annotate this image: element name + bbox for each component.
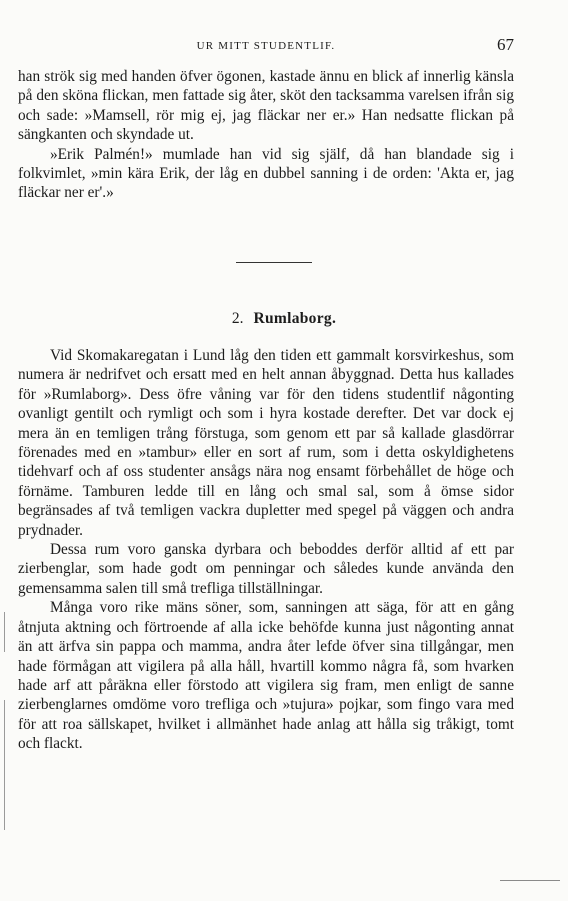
page-header bbox=[18, 36, 514, 56]
page-number: 67 bbox=[497, 35, 514, 54]
section-body bbox=[18, 346, 514, 754]
paragraph: Många voro rike mäns söner, som, sanningen att säga, för att en gång åtnjuta aktning och förtroende af alla icke behöfde kunna just någonting annat än att ärfva sin pappa och mamma, andra åter lefde öfver sina tillgångar, men hade förmågan att vigilera på alla håll, hvartill kommo några få, som hvarken hade arf att påräkna eller förstodo att vigilera sig fram, men enligt de sanne zierbenglarnes omdöme voro trefliga och »tujura» pojkar, som fingo vara med för att roa sällskapet, hvilket i allmänhet hade anlag att hålla sig tråkigt, tomt och flackt. bbox=[18, 599, 514, 753]
section-divider bbox=[236, 262, 312, 263]
chapter-continuation bbox=[18, 67, 514, 203]
scan-edge-speck bbox=[500, 880, 560, 881]
margin-scan-mark bbox=[4, 700, 5, 830]
paragraph: »Erik Palmén!» mumlade han vid sig själf, då han blandade sig i folkvimlet, »min kära Erik, der låg en dubbel sanning i de orden: 'Akta er, jag fläckar ner er'.» bbox=[18, 145, 514, 202]
paragraph: Vid Skomakaregatan i Lund låg den tiden ett gammalt korsvirkeshus, som numera är nedrifvet och ersatt med en helt annan åbyggnad. Detta hus kallades för »Rumlaborg». Dess öfre våning var för den tidens studentlif någonting ovanligt gentilt och rymligt och som i hyra kostade derefter. Det var dock ej mera än en temligen trång förstuga, som genom ett par så kallade glasdörrar förenades med en »tambur» eller en sort af rum, som i detta oskyldighetens tidehvarf och af oss studenter ansågs nära nog ensamt förbehållet de höge och förnäme. Tamburen ledde till en lång och smal sal, som å ömse sidor begränsades af två temligen vackra dupletter med spegel på väggen och andra prydnader. bbox=[18, 347, 514, 539]
margin-scan-mark bbox=[4, 612, 5, 652]
running-head: UR MITT STUDENTLIF. bbox=[196, 40, 336, 52]
section-heading bbox=[0, 310, 568, 328]
paragraph: han strök sig med handen öfver ögonen, kastade ännu en blick af innerlig känsla på den sköna flickan, men fattade sig åter, sköt den tacksamma varelsen ifrån sig och sade: »Mamsell, rör mig ej, jag fläckar ner er.» Han nedsatte flickan på sängkanten och skyndade ut. bbox=[18, 68, 514, 144]
paragraph: Dessa rum voro ganska dyrbara och beboddes derför alltid af ett par zierbenglar, som hade godt om penningar och således kunde använda den gemensamma salen till små trefliga tillställningar. bbox=[18, 541, 514, 597]
section-number: 2. bbox=[231, 310, 244, 327]
section-title: Rumlaborg. bbox=[253, 310, 337, 327]
